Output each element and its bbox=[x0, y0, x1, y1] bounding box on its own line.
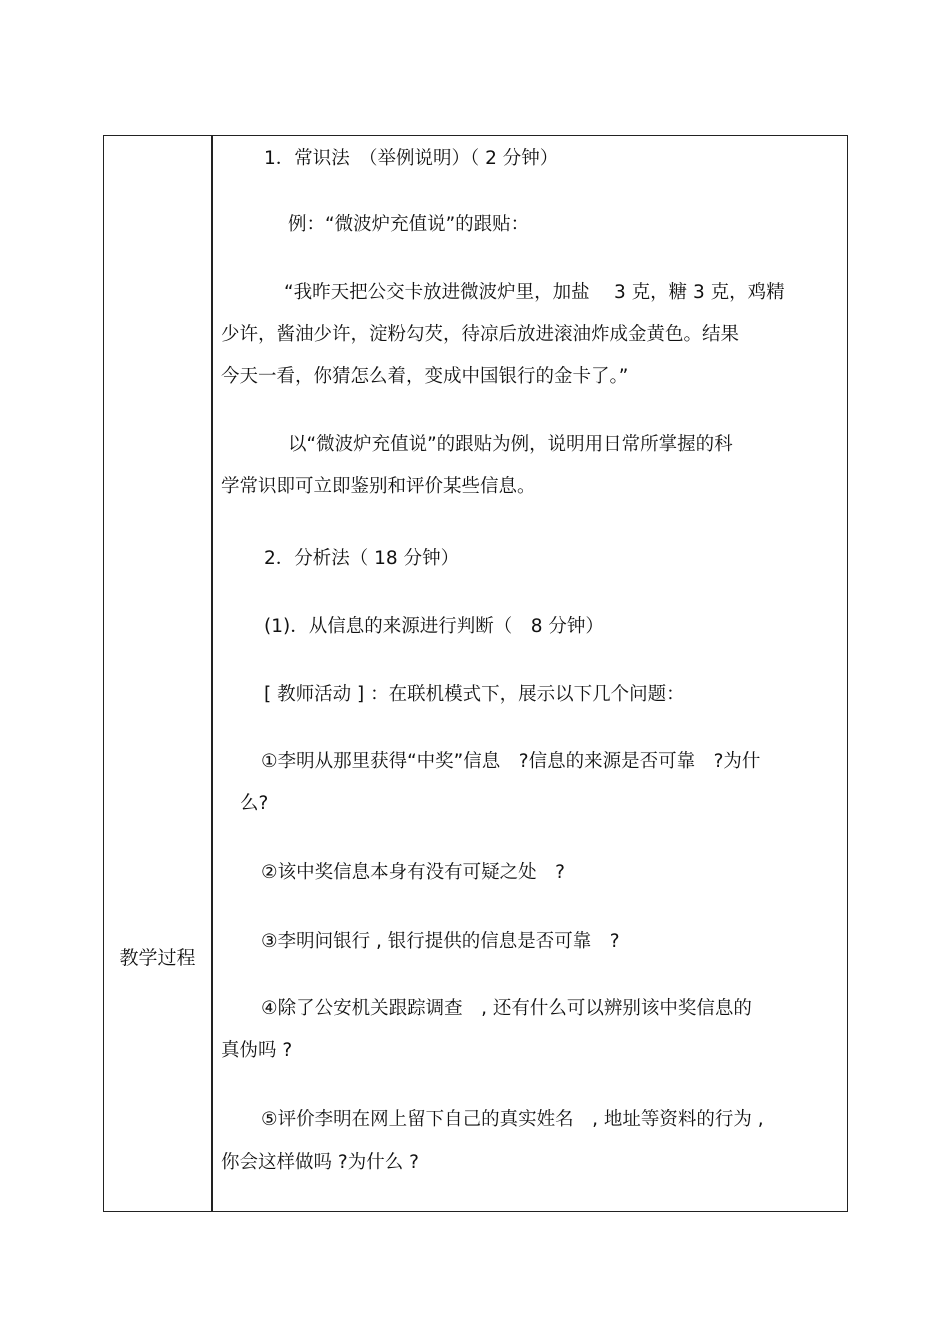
quote-line-2: 少许，酱油少许，淀粉勾芡，待凉后放进滚油炸成金黄色。结果 bbox=[221, 324, 740, 345]
heading-common-sense-method: 1．常识法 （举例说明）（ 2 分钟） bbox=[264, 148, 559, 169]
lesson-plan-table bbox=[103, 135, 848, 1212]
subheading-source-judgement: (1)．从信息的来源进行判断（ 8 分钟） bbox=[264, 616, 604, 637]
quote-line-3: 今天一看，你猜怎么着，变成中国银行的金卡了。” bbox=[221, 366, 629, 387]
teacher-activity: [ 教师活动 ] ：在联机模式下，展示以下几个问题： bbox=[264, 684, 685, 705]
quote-line-1: “我昨天把公交卡放进微波炉里，加盐 3 克，糖 3 克，鸡精 bbox=[284, 282, 785, 303]
question-5-line-2: 你会这样做吗 ?为什么 ? bbox=[221, 1152, 419, 1173]
explanation-line-1: 以“微波炉充值说”的跟贴为例，说明用日常所掌握的科 bbox=[288, 434, 733, 455]
question-3: ③李明问银行 , 银行提供的信息是否可靠 ? bbox=[261, 931, 620, 952]
column-divider bbox=[211, 136, 213, 1211]
question-1-line-1: ①李明从那里获得“中奖”信息 ?信息的来源是否可靠 ?为什 bbox=[261, 751, 761, 772]
example-title: 例：“微波炉充值说”的跟贴： bbox=[288, 214, 530, 235]
question-2: ②该中奖信息本身有没有可疑之处 ? bbox=[261, 862, 565, 883]
question-4-line-2: 真伪吗 ? bbox=[221, 1040, 293, 1061]
question-4-line-1: ④除了公安机关跟踪调查 , 还有什么可以辨别该中奖信息的 bbox=[261, 998, 752, 1019]
question-1-line-2: 么? bbox=[240, 793, 269, 814]
heading-analysis-method: 2．分析法（ 18 分钟） bbox=[264, 548, 460, 569]
explanation-line-2: 学常识即可立即鉴别和评价某些信息。 bbox=[221, 476, 536, 497]
question-5-line-1: ⑤评价李明在网上留下自己的真实姓名 , 地址等资料的行为 , bbox=[261, 1109, 764, 1130]
row-label: 教学过程 bbox=[119, 947, 196, 969]
